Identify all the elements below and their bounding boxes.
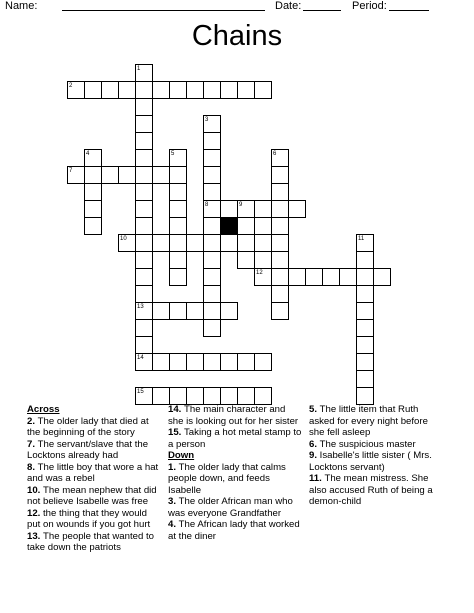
clue-column-1 bbox=[27, 404, 162, 554]
clue-number: 1. bbox=[168, 461, 179, 473]
grid-cell[interactable] bbox=[169, 353, 187, 371]
grid-cell[interactable] bbox=[356, 336, 374, 354]
grid-cell[interactable] bbox=[169, 81, 187, 99]
grid-cell[interactable] bbox=[101, 166, 119, 184]
grid-cell[interactable] bbox=[339, 268, 357, 286]
grid-cell[interactable] bbox=[271, 183, 289, 201]
down-clues bbox=[168, 462, 303, 543]
clue-number: 8 bbox=[205, 202, 209, 208]
grid-cell[interactable] bbox=[220, 234, 238, 252]
grid-cell[interactable] bbox=[169, 200, 187, 218]
clue-number: 3. bbox=[168, 496, 179, 507]
grid-cell[interactable] bbox=[271, 302, 289, 320]
grid-cell[interactable] bbox=[135, 81, 153, 99]
grid-cell[interactable] bbox=[237, 353, 255, 371]
name-label: Name: bbox=[5, 0, 38, 12]
clue-number: 5. bbox=[309, 404, 320, 415]
clue-text: The suspicious master bbox=[319, 438, 416, 450]
grid-cell[interactable] bbox=[118, 81, 136, 99]
grid-cell[interactable] bbox=[220, 387, 238, 405]
grid-cell[interactable] bbox=[356, 268, 374, 286]
clue-text: Isabelle's little sister ( Mrs. Locktons servant) bbox=[309, 450, 432, 473]
clue-item bbox=[309, 473, 444, 508]
grid-cell[interactable] bbox=[203, 285, 221, 303]
grid-cell[interactable] bbox=[152, 81, 170, 99]
grid-cell[interactable] bbox=[135, 115, 153, 133]
clue-number: 7. bbox=[27, 438, 38, 450]
grid-cell[interactable] bbox=[152, 302, 170, 320]
grid-cell[interactable] bbox=[203, 166, 221, 184]
grid-cell[interactable] bbox=[271, 268, 289, 286]
grid-cell[interactable] bbox=[271, 217, 289, 235]
grid-cell[interactable] bbox=[237, 234, 255, 252]
clue-text: The servant/slave that the Locktons already had bbox=[27, 438, 149, 461]
grid-cell[interactable] bbox=[135, 98, 153, 116]
grid-cell[interactable] bbox=[254, 234, 272, 252]
clue-number: 12. bbox=[27, 507, 44, 519]
clue-number: 8. bbox=[27, 461, 38, 473]
grid-cell[interactable] bbox=[203, 149, 221, 167]
clue-number: 4. bbox=[168, 519, 179, 530]
grid-cell[interactable] bbox=[220, 200, 238, 218]
grid-cell[interactable] bbox=[203, 353, 221, 371]
grid-cell[interactable] bbox=[135, 166, 153, 184]
grid-cell[interactable] bbox=[203, 234, 221, 252]
clue-item bbox=[168, 427, 303, 450]
grid-cell[interactable] bbox=[254, 353, 272, 371]
clue-column-2 bbox=[168, 404, 303, 542]
grid-cell[interactable] bbox=[135, 251, 153, 269]
grid-cell[interactable] bbox=[356, 251, 374, 269]
grid-cell[interactable] bbox=[84, 81, 102, 99]
grid-cell[interactable] bbox=[169, 183, 187, 201]
grid-cell[interactable] bbox=[203, 217, 221, 235]
clue-item bbox=[27, 485, 162, 508]
clue-number: 3 bbox=[205, 117, 209, 123]
clue-text: The older lady that died at the beginning of the story bbox=[27, 415, 149, 438]
grid-cell[interactable] bbox=[135, 234, 153, 252]
grid-cell[interactable] bbox=[356, 353, 374, 371]
grid-cell[interactable] bbox=[135, 132, 153, 150]
clue-text: The little boy that wore a hat and was a rebel bbox=[27, 461, 159, 484]
grid-cell[interactable] bbox=[84, 183, 102, 201]
clue-number: 9. bbox=[309, 450, 320, 461]
grid-cell[interactable] bbox=[271, 251, 289, 269]
grid-cell[interactable] bbox=[135, 149, 153, 167]
clue-number: 1 bbox=[137, 66, 141, 72]
clue-item bbox=[27, 439, 162, 462]
clue-number: 4 bbox=[86, 151, 90, 157]
grid-cell[interactable] bbox=[186, 302, 204, 320]
grid-cell[interactable] bbox=[186, 353, 204, 371]
across-clues-continued bbox=[168, 404, 303, 450]
period-label: Period: bbox=[352, 0, 387, 12]
grid-cell[interactable] bbox=[152, 234, 170, 252]
down-clues-continued bbox=[309, 404, 444, 508]
clue-number: 11. bbox=[309, 473, 325, 484]
grid-cell[interactable] bbox=[271, 234, 289, 252]
grid-cell[interactable] bbox=[186, 234, 204, 252]
grid-cell[interactable] bbox=[169, 217, 187, 235]
clue-number: 13 bbox=[137, 304, 144, 310]
date-label: Date: bbox=[275, 0, 302, 12]
grid-cell[interactable] bbox=[203, 319, 221, 337]
clue-text: The mean mistress. She also accused Ruth of being a demon-child bbox=[309, 473, 433, 507]
grid-cell[interactable] bbox=[186, 387, 204, 405]
clue-text: The little item that Ruth asked for every night before she fell asleep bbox=[309, 404, 428, 438]
grid-cell[interactable] bbox=[135, 200, 153, 218]
grid-cell[interactable] bbox=[356, 319, 374, 337]
clue-number: 14 bbox=[137, 355, 144, 361]
grid-cell[interactable] bbox=[356, 370, 374, 388]
grid-cell[interactable] bbox=[373, 268, 391, 286]
grid-cell[interactable] bbox=[169, 166, 187, 184]
grid-cell[interactable] bbox=[203, 268, 221, 286]
grid-cell[interactable] bbox=[203, 183, 221, 201]
across-clues bbox=[27, 416, 162, 554]
clue-number: 6 bbox=[273, 151, 277, 157]
grid-cell[interactable] bbox=[271, 200, 289, 218]
clue-number: 15 bbox=[137, 389, 144, 395]
black-cell bbox=[220, 217, 238, 235]
clue-list bbox=[0, 404, 474, 604]
grid-cell[interactable] bbox=[135, 285, 153, 303]
clue-number: 10 bbox=[120, 236, 127, 242]
grid-cell[interactable] bbox=[152, 166, 170, 184]
clue-column-3 bbox=[309, 404, 444, 508]
clue-number: 9 bbox=[239, 202, 243, 208]
clue-text: The older African man who was everyone Grandfather bbox=[168, 496, 293, 519]
grid-cell[interactable] bbox=[135, 268, 153, 286]
clue-item bbox=[309, 450, 444, 473]
grid-cell[interactable] bbox=[356, 387, 374, 405]
grid-cell[interactable] bbox=[135, 217, 153, 235]
grid-cell[interactable] bbox=[203, 132, 221, 150]
across-heading: Across bbox=[27, 404, 60, 415]
clue-text: The main character and she is looking out for her sister bbox=[168, 404, 299, 427]
clue-number: 7 bbox=[69, 168, 73, 174]
grid-cell[interactable] bbox=[220, 302, 238, 320]
grid-cell[interactable] bbox=[152, 387, 170, 405]
clue-item bbox=[27, 508, 162, 531]
grid-cell[interactable] bbox=[135, 336, 153, 354]
clue-text: the thing that they would put on wounds if you got hurt bbox=[27, 507, 151, 530]
grid-cell[interactable] bbox=[254, 81, 272, 99]
grid-cell[interactable] bbox=[203, 387, 221, 405]
grid-cell[interactable] bbox=[356, 285, 374, 303]
grid-cell[interactable] bbox=[271, 285, 289, 303]
grid-cell[interactable] bbox=[84, 166, 102, 184]
grid-cell[interactable] bbox=[203, 251, 221, 269]
clue-text: The older lady that calms people down, and feeds Isabelle bbox=[168, 461, 286, 496]
grid-cell[interactable] bbox=[237, 81, 255, 99]
clue-number: 2 bbox=[69, 83, 73, 89]
grid-cell[interactable] bbox=[118, 166, 136, 184]
grid-cell[interactable] bbox=[237, 387, 255, 405]
clue-number: 14. bbox=[168, 404, 185, 415]
grid-cell[interactable] bbox=[84, 217, 102, 235]
clue-item bbox=[27, 531, 162, 554]
grid-cell[interactable] bbox=[254, 200, 272, 218]
clue-text: The people that wanted to take down the patriots bbox=[27, 530, 154, 553]
puzzle-title: Chains bbox=[191, 20, 283, 52]
grid-cell[interactable] bbox=[237, 251, 255, 269]
clue-number: 6. bbox=[309, 438, 320, 450]
grid-cell[interactable] bbox=[305, 268, 323, 286]
grid-cell[interactable] bbox=[169, 302, 187, 320]
grid-cell[interactable] bbox=[169, 387, 187, 405]
grid-cell[interactable] bbox=[135, 183, 153, 201]
clue-number: 10. bbox=[27, 484, 44, 496]
grid-cell[interactable] bbox=[271, 166, 289, 184]
clue-number: 5 bbox=[171, 151, 175, 157]
clue-item bbox=[168, 404, 303, 427]
grid-cell[interactable] bbox=[135, 319, 153, 337]
clue-number: 11 bbox=[358, 236, 365, 242]
clue-text: Taking a hot metal stamp to a person bbox=[168, 427, 302, 450]
grid-cell[interactable] bbox=[169, 268, 187, 286]
clue-text: The African lady that worked at the diner bbox=[168, 519, 300, 542]
clue-item bbox=[309, 404, 444, 439]
clue-item bbox=[168, 462, 303, 497]
clue-number: 12 bbox=[256, 270, 263, 276]
grid-cell[interactable] bbox=[288, 268, 306, 286]
grid-cell[interactable] bbox=[288, 200, 306, 218]
clue-item bbox=[27, 416, 162, 439]
grid-cell[interactable] bbox=[203, 81, 221, 99]
grid-cell[interactable] bbox=[186, 81, 204, 99]
clue-number: 13. bbox=[27, 530, 44, 542]
clue-item bbox=[168, 519, 303, 542]
clue-number: 2. bbox=[27, 415, 38, 427]
grid-cell[interactable] bbox=[220, 81, 238, 99]
grid-cell[interactable] bbox=[356, 302, 374, 320]
grid-cell[interactable] bbox=[152, 353, 170, 371]
down-heading: Down bbox=[168, 450, 195, 461]
grid-cell[interactable] bbox=[169, 234, 187, 252]
grid-cell[interactable] bbox=[101, 81, 119, 99]
clue-item bbox=[168, 496, 303, 519]
grid-cell[interactable] bbox=[220, 353, 238, 371]
grid-cell[interactable] bbox=[322, 268, 340, 286]
grid-cell[interactable] bbox=[254, 387, 272, 405]
clue-item bbox=[27, 462, 162, 485]
grid-cell[interactable] bbox=[169, 251, 187, 269]
grid-cell[interactable] bbox=[237, 217, 255, 235]
grid-cell[interactable] bbox=[84, 200, 102, 218]
clue-number: 15. bbox=[168, 427, 185, 438]
grid-cell[interactable] bbox=[203, 302, 221, 320]
clue-text: The mean nephew that did not believe Isabelle was free bbox=[27, 484, 157, 507]
clue-item bbox=[309, 439, 444, 451]
